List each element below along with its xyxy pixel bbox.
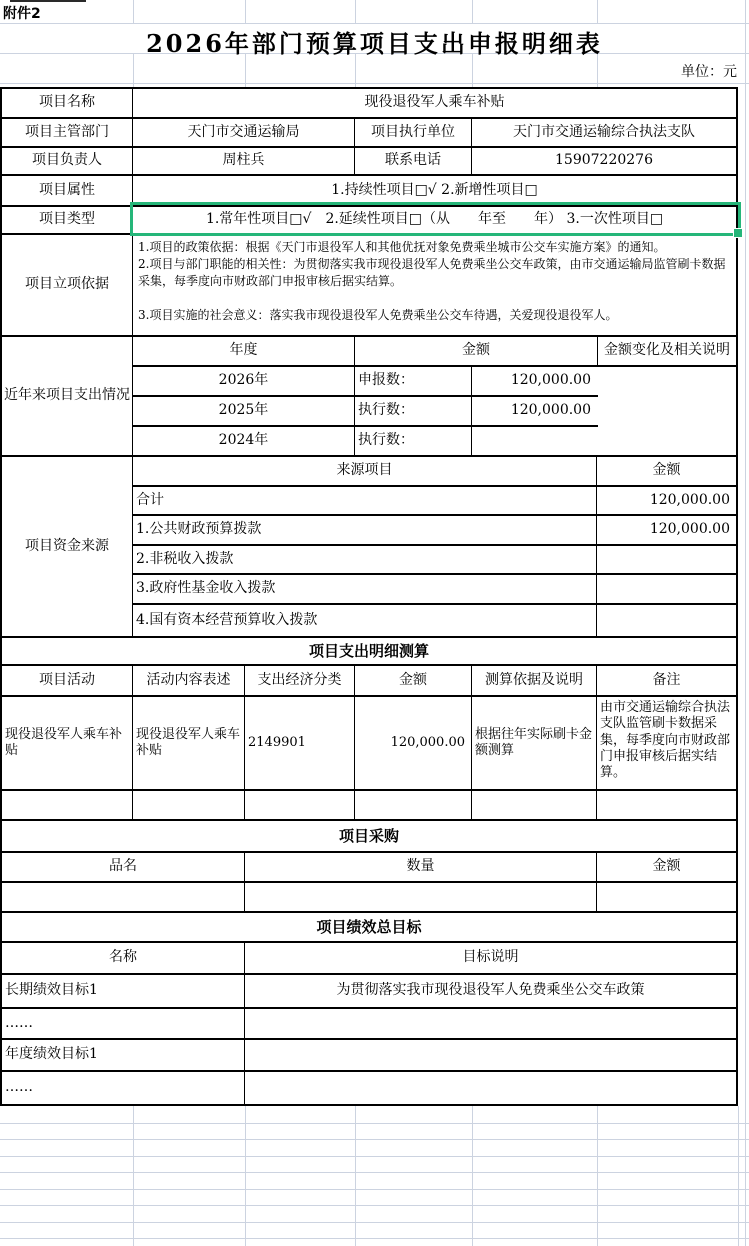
history-section-label: 近年来项目支出情况 [2, 337, 133, 455]
funding-amount-cell[interactable] [597, 546, 736, 573]
performance-name-cell[interactable]: 年度绩效目标1 [2, 1040, 245, 1070]
procurement-col-qty: 数量 [245, 853, 597, 881]
funding-col-source: 来源项目 [133, 457, 597, 485]
funding-source-cell: 1.公共财政预算拨款 [133, 516, 597, 544]
funding-source-cell: 2.非税收入拨款 [133, 546, 597, 573]
detail-col-content: 活动内容表述 [133, 666, 245, 695]
gridline [0, 1172, 749, 1173]
gridline [597, 0, 598, 23]
funding-col-amount: 金额 [652, 462, 681, 479]
gridline [0, 83, 749, 84]
history-amount-cell[interactable] [472, 427, 597, 455]
funding-source-cell: 合计 [133, 487, 597, 514]
detail-empty-cell[interactable] [597, 791, 736, 819]
procurement-col-item: 品名 [2, 853, 245, 881]
project-name-cell[interactable]: 现役退役军人乘车补贴 [364, 94, 505, 111]
gridline [0, 1222, 749, 1223]
gridline [0, 1139, 749, 1140]
cropped-row-artifact [10, 0, 86, 2]
history-year-cell[interactable]: 2026年 [133, 367, 355, 395]
detail-col-note: 备注 [652, 671, 681, 688]
history-col-note: 金额变化及相关说明 [604, 342, 730, 359]
procurement-col-amount: 金额 [652, 858, 681, 875]
type-cell[interactable]: 1.常年性项目□√ 2.延续性项目□（从 年至 年） 3.一次性项目□ [205, 211, 664, 228]
detail-empty-cell[interactable] [133, 791, 245, 819]
gridline [245, 1106, 246, 1246]
attr-cell[interactable]: 1.持续性项目□√ 2.新增性项目□ [331, 181, 538, 198]
detail-basis-cell[interactable]: 根据往年实际刷卡金额测算 [472, 697, 597, 789]
budget-form-table [0, 87, 738, 1106]
detail-col-amount: 金额 [355, 666, 472, 695]
detail-empty-cell[interactable] [245, 791, 355, 819]
basis-line2: 2.项目与部门职能的相关性：为贯彻落实我市现役退役军人免费乘坐公交车政策，由市交通运输局监管刷卡数据采集，每季度向市财政部门申报审核后据实结算。 [138, 257, 726, 288]
history-amount-cell[interactable]: 120,000.00 [510, 372, 591, 389]
gridline [745, 0, 746, 1246]
performance-desc-cell[interactable] [245, 1072, 736, 1104]
performance-col-name: 名称 [2, 943, 245, 973]
unit-note: 单位：元 [681, 64, 737, 80]
procurement-item-cell[interactable] [2, 883, 245, 911]
performance-name-cell[interactable]: 长期绩效目标1 [2, 975, 245, 1007]
gridline [0, 1238, 749, 1239]
performance-name-cell[interactable]: …… [2, 1072, 245, 1104]
procurement-section-title: 项目采购 [338, 826, 399, 845]
history-year-cell[interactable]: 2024年 [133, 427, 355, 455]
dept-cell[interactable]: 天门市交通运输局 [133, 119, 355, 146]
gridline [355, 0, 356, 23]
gridline [133, 0, 134, 23]
history-year-cell[interactable]: 2025年 [133, 397, 355, 425]
detail-empty-cell[interactable] [472, 791, 597, 819]
fill-handle[interactable] [733, 228, 743, 238]
basis-line3: 3.项目实施的社会意义：落实我市现役退役军人免费乘坐公交车待遇，关爱现役退役军人。 [138, 308, 618, 322]
detail-empty-cell[interactable] [2, 791, 133, 819]
procurement-qty-cell[interactable] [245, 883, 597, 911]
history-kind-cell: 执行数： [355, 397, 472, 425]
basis-label: 项目立项依据 [2, 235, 133, 335]
history-kind-cell: 执行数： [355, 427, 472, 455]
detail-class-cell[interactable]: 2149901 [245, 697, 355, 789]
funding-amount-cell[interactable]: 120,000.00 [649, 521, 730, 538]
detail-col-basis: 测算依据及说明 [472, 666, 597, 695]
leader-cell[interactable]: 周柱兵 [133, 148, 355, 174]
history-col-year: 年度 [133, 337, 355, 365]
performance-section-title: 项目绩效总目标 [316, 917, 422, 936]
performance-col-desc: 目标说明 [462, 949, 519, 966]
gridline [472, 0, 473, 23]
detail-col-class: 支出经济分类 [245, 666, 355, 695]
exec-unit-cell[interactable]: 天门市交通运输综合执法支队 [513, 123, 695, 140]
gridline [245, 0, 246, 23]
detail-col-activity: 项目活动 [2, 666, 133, 695]
history-note-cell[interactable] [598, 367, 736, 455]
detail-section-title: 项目支出明细测算 [308, 641, 429, 660]
history-kind-cell: 申报数： [355, 367, 472, 395]
gridline [0, 1189, 749, 1190]
detail-empty-cell[interactable] [355, 791, 472, 819]
leader-label: 项目负责人 [2, 148, 133, 174]
performance-desc-cell[interactable]: 为贯彻落实我市现役退役军人免费乘坐公交车政策 [336, 982, 645, 999]
gridline [0, 1205, 749, 1206]
detail-activity-cell[interactable]: 现役退役军人乘车补贴 [2, 697, 133, 789]
detail-amount-cell[interactable]: 120,000.00 [355, 697, 472, 789]
exec-unit-label: 项目执行单位 [355, 119, 472, 146]
funding-source-cell: 4.国有资本经营预算收入拨款 [133, 605, 597, 636]
performance-desc-cell[interactable] [245, 1040, 736, 1070]
project-name-label: 项目名称 [2, 89, 133, 117]
basis-cell[interactable] [133, 235, 736, 335]
detail-note-cell[interactable]: 由市交通运输综合执法支队监管刷卡数据采集，每季度向市财政部门申报审核后据实结算。 [600, 700, 731, 780]
performance-name-cell[interactable]: …… [2, 1009, 245, 1038]
phone-label: 联系电话 [355, 148, 472, 174]
page-title: 2026年部门预算项目支出申报明细表 [146, 29, 603, 58]
funding-section-label: 项目资金来源 [2, 457, 133, 636]
phone-cell[interactable]: 15907220276 [555, 152, 653, 169]
performance-desc-cell[interactable] [245, 1009, 736, 1038]
gridline [355, 1106, 356, 1246]
history-col-amount: 金额 [355, 337, 598, 365]
gridline [597, 1106, 598, 1246]
gridline [133, 1106, 134, 1246]
gridline [0, 1156, 749, 1157]
funding-amount-cell[interactable] [597, 575, 736, 603]
selected-cell-highlight[interactable] [130, 202, 741, 236]
history-amount-cell[interactable]: 120,000.00 [510, 402, 591, 419]
gridline [0, 1123, 749, 1124]
attachment-label: 附件2 [3, 6, 41, 22]
type-label: 项目类型 [2, 207, 133, 233]
procurement-amount-cell[interactable] [597, 883, 736, 911]
funding-amount-cell[interactable]: 120,000.00 [649, 491, 730, 508]
gridline [738, 1106, 739, 1246]
gridline [472, 1106, 473, 1246]
dept-label: 项目主管部门 [2, 119, 133, 146]
funding-source-cell: 3.政府性基金收入拨款 [133, 575, 597, 603]
detail-content-cell[interactable]: 现役退役军人乘车补贴 [133, 697, 245, 789]
basis-line1: 1.项目的政策依据：根据《天门市退役军人和其他优抚对象免费乘坐城市公交车实施方案》的通知。 [138, 240, 666, 254]
funding-amount-cell[interactable] [597, 605, 736, 636]
attr-label: 项目属性 [2, 176, 133, 205]
